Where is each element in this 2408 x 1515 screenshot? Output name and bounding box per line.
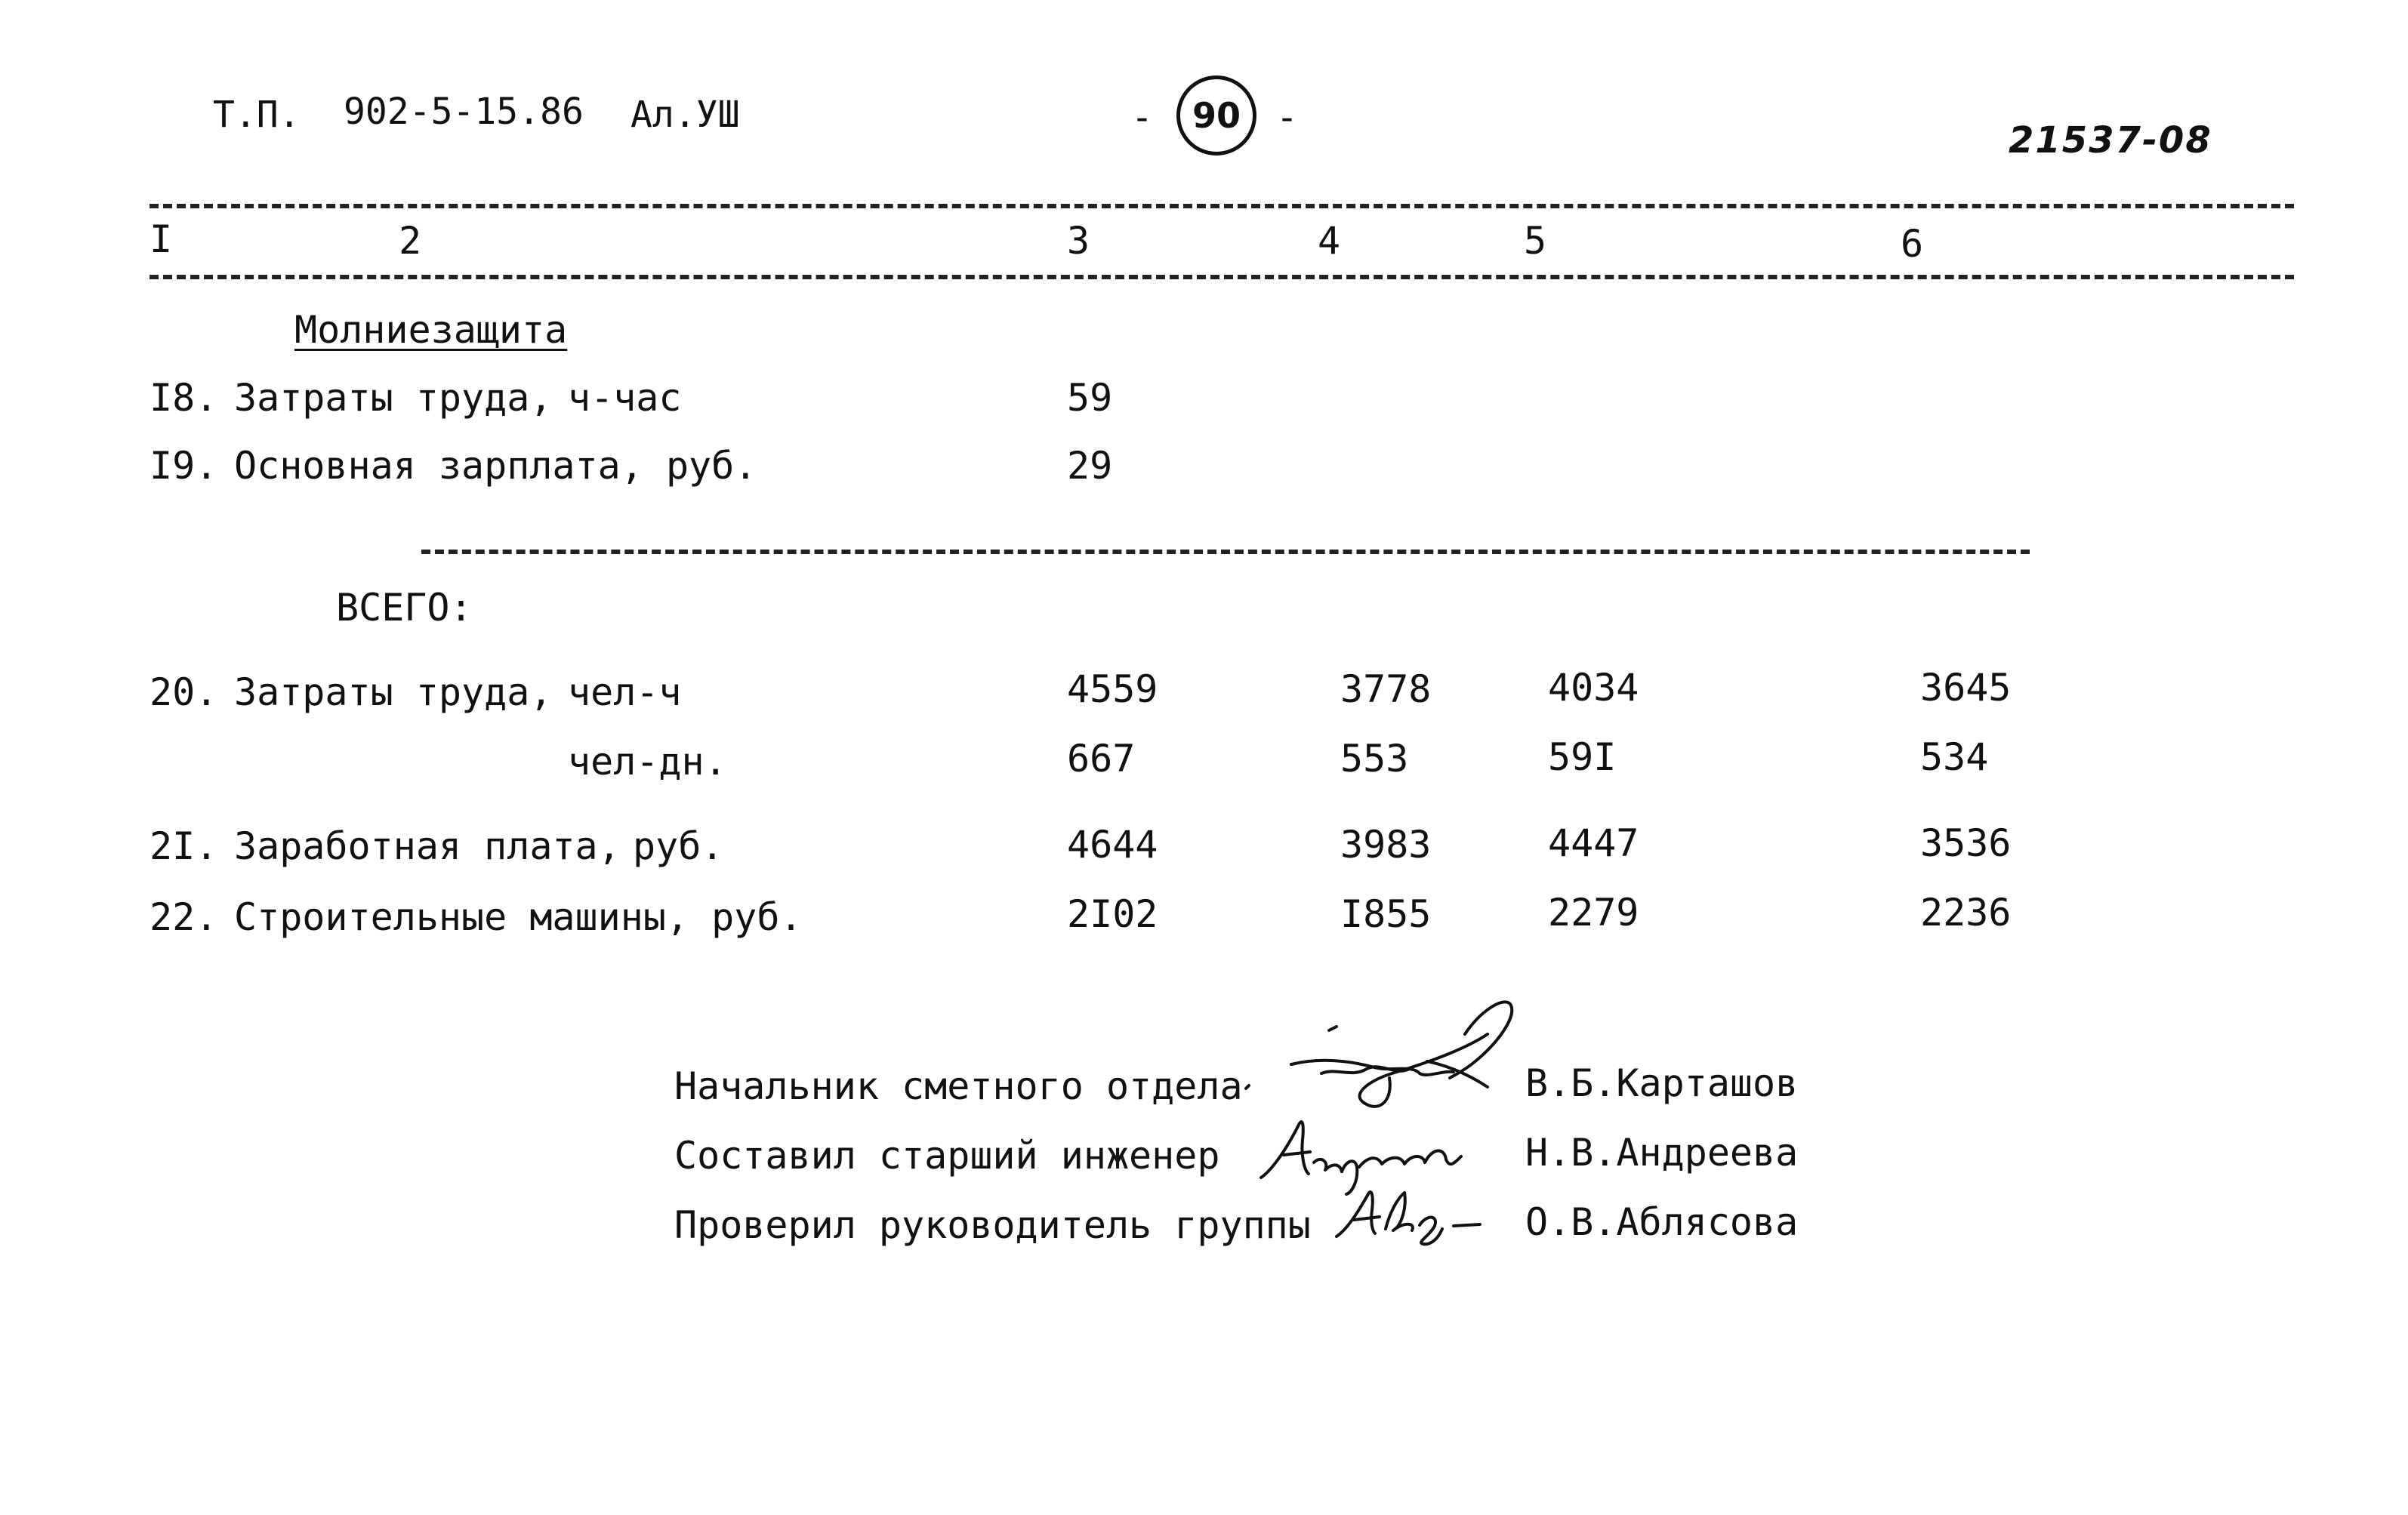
total-label: ВСЕГО:	[336, 586, 473, 630]
row-value-col6: 3536	[1920, 821, 2012, 865]
row-value-col4: 3983	[1340, 823, 1432, 867]
table-header-rule	[150, 275, 2294, 279]
row-unit: чел-дн.	[568, 740, 727, 784]
row-value-col4: 553	[1340, 737, 1409, 781]
row-number: 2I.	[150, 824, 218, 868]
row-value-col3: 4644	[1067, 823, 1158, 867]
row-value-col4: 3778	[1340, 667, 1432, 711]
row-label: Затраты труда,	[234, 376, 553, 420]
row-label: Строительные машины, руб.	[234, 895, 803, 939]
row-value-col3: 29	[1067, 444, 1113, 488]
row-number: I9.	[150, 444, 218, 488]
signature-role: Проверил руководитель группы	[674, 1203, 1311, 1247]
header-album: Ал.УШ	[631, 94, 740, 136]
row-value-col3: 667	[1067, 737, 1136, 781]
row-value-col5: 59I	[1548, 735, 1617, 779]
column-header-3: 3	[1067, 219, 1090, 263]
document-number: 21537-08	[2009, 119, 2212, 162]
row-value-col6: 2236	[1920, 891, 2012, 935]
signatory-name: Н.В.Андреева	[1525, 1131, 1799, 1175]
handwritten-signature	[1238, 989, 1525, 1117]
row-label: Основная зарплата, руб.	[234, 444, 757, 488]
header-project-code: 902-5-15.86	[344, 91, 584, 133]
row-value-col5: 2279	[1548, 891, 1639, 935]
row-value-col4: I855	[1340, 892, 1432, 936]
row-value-col5: 4034	[1548, 666, 1639, 710]
section-title: Молниезащита	[294, 308, 568, 352]
signature-role: Начальник сметного отдела	[674, 1064, 1243, 1108]
signatory-name: В.Б.Карташов	[1525, 1061, 1799, 1105]
signature-role: Составил старший инженер	[674, 1134, 1220, 1178]
row-value-col6: 3645	[1920, 666, 2012, 710]
row-number: I8.	[150, 376, 218, 420]
header-dash-left: -	[1131, 97, 1153, 139]
row-unit: ч-час	[568, 376, 682, 420]
column-header-2: 2	[399, 219, 422, 263]
row-unit: руб.	[633, 824, 724, 868]
row-value-col5: 4447	[1548, 821, 1639, 865]
column-header-6: 6	[1901, 222, 1924, 266]
row-unit: чел-ч	[568, 670, 682, 714]
signatory-name: О.В.Аблясова	[1525, 1200, 1799, 1244]
row-value-col3: 2I02	[1067, 892, 1158, 936]
handwritten-signature	[1333, 1184, 1499, 1252]
header-tp: Т.П.	[213, 94, 301, 136]
row-value-col6: 534	[1920, 735, 1989, 779]
row-number: 20.	[150, 670, 218, 714]
row-label: Затраты труда,	[234, 670, 553, 714]
row-value-col3: 59	[1067, 376, 1113, 420]
column-header-4: 4	[1318, 219, 1341, 263]
table-top-rule	[150, 204, 2294, 208]
row-label: Заработная плата,	[234, 824, 621, 868]
row-value-col3: 4559	[1067, 667, 1158, 711]
column-header-5: 5	[1524, 219, 1547, 263]
row-number: 22.	[150, 895, 218, 939]
column-header-1: I	[150, 217, 173, 261]
page-number: 90	[1176, 75, 1256, 156]
totals-rule	[421, 550, 2030, 554]
header-dash-right: -	[1276, 97, 1298, 139]
